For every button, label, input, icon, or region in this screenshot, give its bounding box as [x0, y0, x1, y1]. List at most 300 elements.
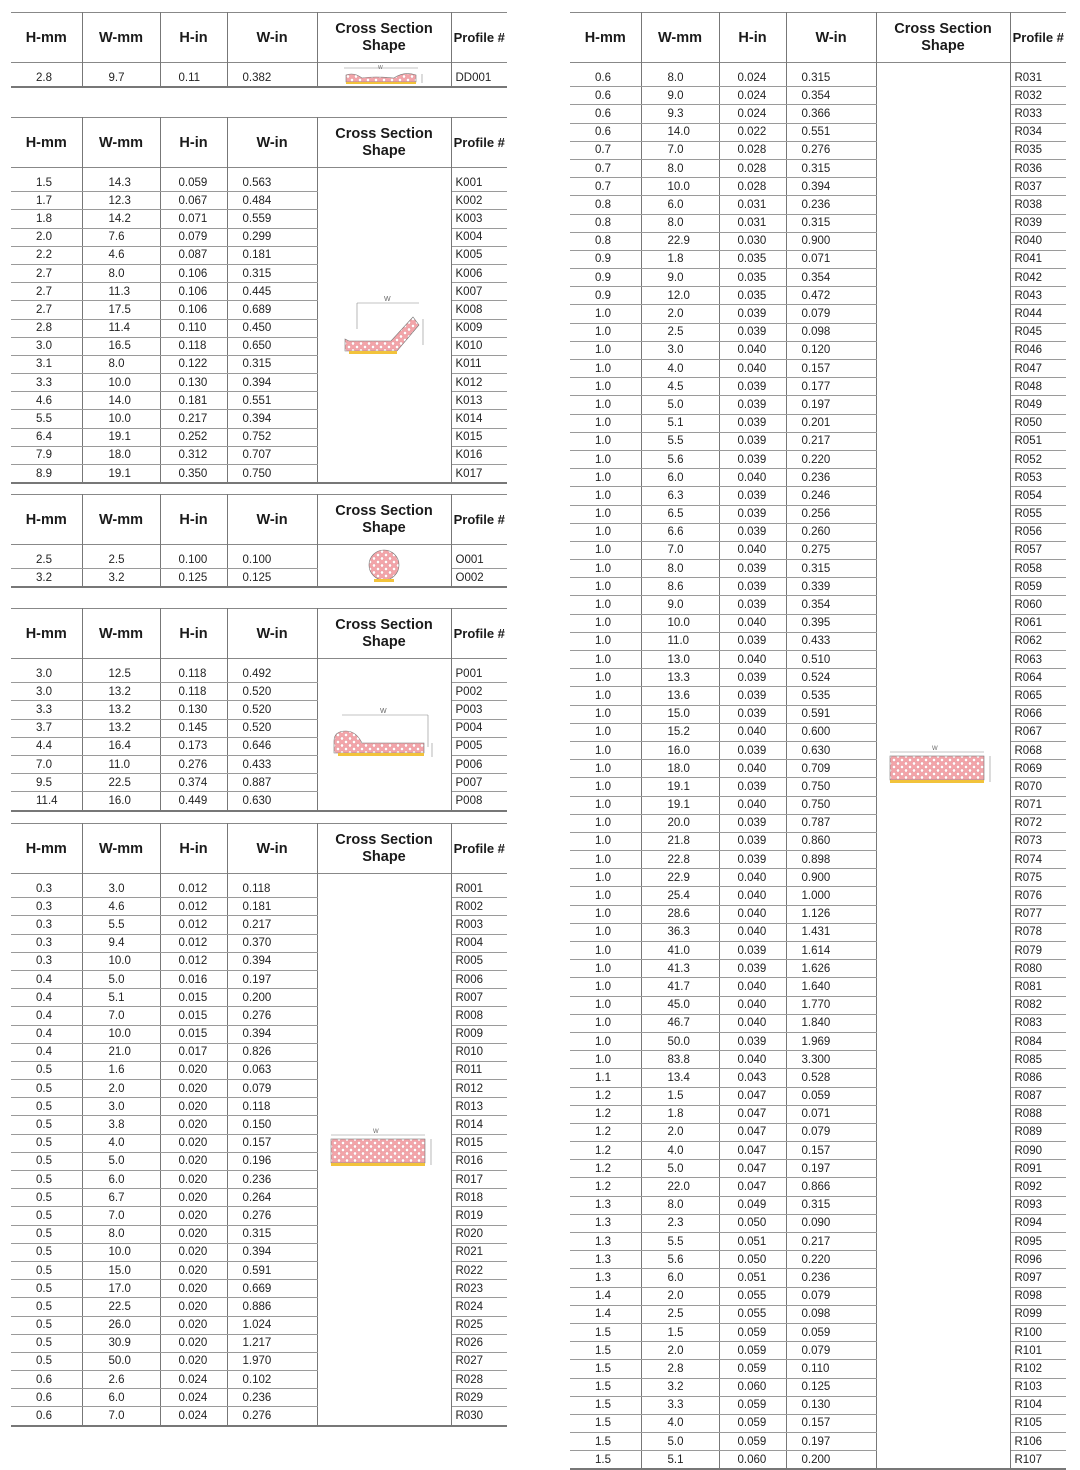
cell-h-in: 0.055 — [719, 1287, 786, 1305]
cell-w-mm: 2.0 — [82, 1080, 160, 1098]
cell-profile-number: R003 — [451, 916, 507, 934]
cell-w-in: 0.157 — [786, 360, 876, 378]
cell-w-mm: 6.3 — [641, 487, 719, 505]
cell-w-mm: 22.5 — [82, 774, 160, 792]
cell-h-in: 0.012 — [160, 898, 227, 916]
cell-w-in: 0.394 — [227, 952, 317, 970]
cell-profile-number: R052 — [1010, 450, 1066, 468]
header-shape-line1: Cross Section — [335, 831, 433, 848]
cell-w-in: 0.276 — [227, 1407, 317, 1426]
cell-w-mm: 45.0 — [641, 996, 719, 1014]
cell-profile-number: P005 — [451, 737, 507, 755]
cell-h-mm: 0.3 — [11, 880, 82, 898]
cell-w-in: 0.276 — [227, 1207, 317, 1225]
header-profile-number: Profile # — [453, 626, 505, 641]
cell-w-in: 0.130 — [786, 1396, 876, 1414]
cell-w-in: 0.394 — [227, 1025, 317, 1043]
cell-profile-number: R017 — [451, 1171, 507, 1189]
cell-w-mm: 41.7 — [641, 978, 719, 996]
cell-profile-number: R087 — [1010, 1087, 1066, 1105]
cell-h-mm: 0.5 — [11, 1098, 82, 1116]
cell-w-in: 0.866 — [786, 1178, 876, 1196]
cell-profile-number: R078 — [1010, 923, 1066, 941]
cell-profile-number: R009 — [451, 1025, 507, 1043]
cell-h-in: 0.040 — [719, 541, 786, 559]
cell-w-mm: 7.0 — [82, 1007, 160, 1025]
cell-h-mm: 0.5 — [11, 1261, 82, 1279]
cell-h-in: 0.020 — [160, 1352, 227, 1370]
cell-profile-number: R021 — [451, 1243, 507, 1261]
cell-h-in: 0.040 — [719, 341, 786, 359]
shape-cell — [317, 63, 451, 88]
width-label: W — [373, 1129, 379, 1136]
cell-w-mm: 9.0 — [641, 87, 719, 105]
cell-profile-number: R103 — [1010, 1378, 1066, 1396]
cell-h-mm: 0.9 — [570, 269, 641, 287]
cell-w-mm: 2.0 — [641, 305, 719, 323]
header-cross-section-shape — [317, 13, 451, 63]
cell-h-in: 0.047 — [719, 1087, 786, 1105]
cell-w-in: 1.126 — [786, 905, 876, 923]
cell-h-in: 0.040 — [719, 869, 786, 887]
cell-w-in: 0.394 — [227, 374, 317, 392]
cell-h-in: 0.028 — [719, 141, 786, 159]
cell-profile-number: R037 — [1010, 178, 1066, 196]
table-header-row — [11, 609, 507, 659]
cell-w-mm: 9.4 — [82, 934, 160, 952]
cell-h-mm: 1.0 — [570, 523, 641, 541]
cell-h-mm: 1.0 — [570, 1051, 641, 1069]
cell-h-in: 0.060 — [719, 1451, 786, 1470]
cell-h-mm: 1.5 — [570, 1342, 641, 1360]
cell-w-mm: 6.0 — [82, 1389, 160, 1407]
cell-w-mm: 5.1 — [641, 414, 719, 432]
cell-h-mm: 1.5 — [570, 1396, 641, 1414]
cell-w-mm: 11.4 — [82, 319, 160, 337]
cell-w-mm: 7.0 — [641, 141, 719, 159]
cell-w-mm: 5.0 — [82, 970, 160, 988]
cell-profile-number: R007 — [451, 989, 507, 1007]
header-h-mm: H-mm — [11, 118, 82, 168]
header-cross-section-shape — [317, 118, 451, 168]
cell-w-in: 0.236 — [786, 196, 876, 214]
cell-h-mm: 0.4 — [11, 1043, 82, 1061]
cell-profile-number: R079 — [1010, 942, 1066, 960]
cell-h-mm: 8.9 — [11, 465, 82, 484]
cell-w-in: 0.125 — [786, 1378, 876, 1396]
cell-h-in: 0.020 — [160, 1061, 227, 1079]
cell-w-in: 0.236 — [786, 469, 876, 487]
cell-w-mm: 30.9 — [82, 1334, 160, 1352]
cell-h-in: 0.449 — [160, 792, 227, 811]
r-cross-section-icon — [884, 744, 1002, 788]
cell-w-mm: 21.8 — [641, 832, 719, 850]
header-shape-line2: Shape — [362, 519, 406, 536]
cell-w-in: 0.100 — [227, 551, 317, 569]
cell-profile-number: R061 — [1010, 614, 1066, 632]
cell-h-in: 0.016 — [160, 970, 227, 988]
cell-w-mm: 11.3 — [82, 283, 160, 301]
cell-profile-number: R067 — [1010, 723, 1066, 741]
cell-w-mm: 9.0 — [641, 596, 719, 614]
cell-h-mm: 1.0 — [570, 560, 641, 578]
cell-h-mm: 0.7 — [570, 159, 641, 177]
cell-h-mm: 3.3 — [11, 374, 82, 392]
cell-profile-number: R097 — [1010, 1269, 1066, 1287]
cell-w-in: 0.276 — [227, 1007, 317, 1025]
cell-h-in: 0.039 — [719, 832, 786, 850]
cell-w-in: 1.770 — [786, 996, 876, 1014]
cell-profile-number: R014 — [451, 1116, 507, 1134]
cell-w-in: 0.551 — [786, 123, 876, 141]
cell-w-mm: 14.3 — [82, 174, 160, 192]
cell-h-in: 0.039 — [719, 450, 786, 468]
cell-h-mm: 1.0 — [570, 1032, 641, 1050]
cell-w-mm: 83.8 — [641, 1051, 719, 1069]
cell-profile-number: R051 — [1010, 432, 1066, 450]
cell-profile-number: R011 — [451, 1061, 507, 1079]
cell-profile-number: P008 — [451, 792, 507, 811]
cell-h-mm: 0.5 — [11, 1080, 82, 1098]
cell-w-in: 0.669 — [227, 1280, 317, 1298]
cell-profile-number: R089 — [1010, 1123, 1066, 1141]
cell-h-in: 0.015 — [160, 989, 227, 1007]
cell-h-in: 0.059 — [719, 1433, 786, 1451]
cell-w-in: 0.275 — [786, 541, 876, 559]
profile-table-dd — [11, 12, 507, 88]
cell-profile-number: R013 — [451, 1098, 507, 1116]
cell-h-in: 0.110 — [160, 319, 227, 337]
cell-profile-number: R012 — [451, 1080, 507, 1098]
cell-w-mm: 11.0 — [641, 632, 719, 650]
cell-w-in: 0.315 — [786, 560, 876, 578]
dd-cross-section-icon — [334, 64, 434, 86]
cell-h-in: 0.012 — [160, 916, 227, 934]
cell-profile-number: R050 — [1010, 414, 1066, 432]
cell-h-mm: 1.0 — [570, 596, 641, 614]
cell-w-mm: 19.1 — [641, 796, 719, 814]
cell-h-mm: 0.6 — [11, 1407, 82, 1426]
cell-w-in: 0.315 — [786, 159, 876, 177]
cell-h-in: 0.017 — [160, 1043, 227, 1061]
cell-h-mm: 1.4 — [570, 1305, 641, 1323]
cell-h-mm: 3.2 — [11, 569, 82, 588]
cell-profile-number: R095 — [1010, 1233, 1066, 1251]
cell-w-in: 0.551 — [227, 392, 317, 410]
cell-h-mm: 2.5 — [11, 551, 82, 569]
cell-profile-number: K002 — [451, 192, 507, 210]
cell-profile-number: R062 — [1010, 632, 1066, 650]
cell-h-in: 0.130 — [160, 701, 227, 719]
cell-profile-number: R008 — [451, 1007, 507, 1025]
cell-profile-number: R104 — [1010, 1396, 1066, 1414]
cell-w-mm: 9.3 — [641, 105, 719, 123]
cell-w-in: 0.098 — [786, 323, 876, 341]
cell-h-in: 0.059 — [719, 1414, 786, 1432]
cell-w-mm: 3.0 — [641, 341, 719, 359]
cell-w-in: 0.354 — [786, 596, 876, 614]
cell-w-in: 0.315 — [786, 1196, 876, 1214]
cell-h-in: 0.040 — [719, 723, 786, 741]
cell-w-mm: 2.0 — [641, 1287, 719, 1305]
cell-h-mm: 1.0 — [570, 960, 641, 978]
cell-w-mm: 6.0 — [641, 469, 719, 487]
cell-profile-number: R047 — [1010, 360, 1066, 378]
cell-w-in: 0.098 — [786, 1305, 876, 1323]
cell-w-mm: 36.3 — [641, 923, 719, 941]
cell-w-in: 0.472 — [786, 287, 876, 305]
cell-h-in: 0.040 — [719, 651, 786, 669]
cell-profile-number: R084 — [1010, 1032, 1066, 1050]
cell-w-mm: 7.0 — [82, 1407, 160, 1426]
cell-w-in: 0.256 — [786, 505, 876, 523]
cell-h-mm: 0.4 — [11, 1025, 82, 1043]
header-h-mm: H-mm — [570, 13, 641, 63]
cell-profile-number: R101 — [1010, 1342, 1066, 1360]
cell-h-in: 0.040 — [719, 760, 786, 778]
cell-h-mm: 3.7 — [11, 719, 82, 737]
cell-h-in: 0.012 — [160, 880, 227, 898]
cell-h-in: 0.118 — [160, 337, 227, 355]
cell-w-in: 0.150 — [227, 1116, 317, 1134]
cell-h-in: 0.015 — [160, 1007, 227, 1025]
header-profile-number: Profile # — [453, 841, 505, 856]
cell-h-in: 0.039 — [719, 705, 786, 723]
cell-w-in: 0.394 — [227, 1243, 317, 1261]
cell-profile-number: R034 — [1010, 123, 1066, 141]
cell-h-in: 0.051 — [719, 1233, 786, 1251]
table-header-row — [11, 824, 507, 874]
header-h-mm: H-mm — [11, 609, 82, 659]
cell-h-in: 0.125 — [160, 569, 227, 588]
cell-h-in: 0.312 — [160, 446, 227, 464]
cell-h-mm: 1.0 — [570, 887, 641, 905]
cell-profile-number: P006 — [451, 755, 507, 773]
cell-profile-number: P007 — [451, 774, 507, 792]
cell-w-mm: 1.5 — [641, 1087, 719, 1105]
header-profile-number: Profile # — [1012, 30, 1064, 45]
cell-h-mm: 1.0 — [570, 796, 641, 814]
cell-w-in: 0.110 — [786, 1360, 876, 1378]
cell-w-mm: 18.0 — [82, 446, 160, 464]
cell-w-mm: 13.2 — [82, 683, 160, 701]
cell-profile-number: R010 — [451, 1043, 507, 1061]
shape-cell — [317, 659, 451, 811]
cell-h-in: 0.039 — [719, 960, 786, 978]
cell-profile-number: R068 — [1010, 741, 1066, 759]
cell-h-in: 0.012 — [160, 934, 227, 952]
cell-profile-number: R073 — [1010, 832, 1066, 850]
cell-w-mm: 22.0 — [641, 1178, 719, 1196]
header-w-mm: W-mm — [641, 13, 719, 63]
cell-w-in: 0.157 — [786, 1142, 876, 1160]
cell-w-in: 0.900 — [786, 232, 876, 250]
cell-h-mm: 3.0 — [11, 665, 82, 683]
cell-h-mm: 1.0 — [570, 832, 641, 850]
cell-h-mm: 1.0 — [570, 869, 641, 887]
cell-profile-number: R085 — [1010, 1051, 1066, 1069]
cell-h-mm: 1.0 — [570, 378, 641, 396]
r-cross-section-icon — [325, 1127, 443, 1171]
cell-w-mm: 50.0 — [82, 1352, 160, 1370]
cell-w-mm: 15.0 — [82, 1261, 160, 1279]
cell-w-in: 0.063 — [227, 1061, 317, 1079]
cell-w-mm: 13.3 — [641, 669, 719, 687]
cell-w-mm: 3.8 — [82, 1116, 160, 1134]
cell-h-mm: 6.4 — [11, 428, 82, 446]
cell-h-in: 0.039 — [719, 396, 786, 414]
cell-w-in: 0.689 — [227, 301, 317, 319]
header-w-mm: W-mm — [82, 13, 160, 63]
cell-profile-number: R024 — [451, 1298, 507, 1316]
cell-profile-number: R035 — [1010, 141, 1066, 159]
cell-w-mm: 19.1 — [82, 428, 160, 446]
header-w-in: W-in — [227, 609, 317, 659]
cell-w-in: 0.090 — [786, 1214, 876, 1232]
cell-profile-number: R020 — [451, 1225, 507, 1243]
cell-profile-number: R071 — [1010, 796, 1066, 814]
cell-h-in: 0.106 — [160, 301, 227, 319]
cell-w-mm: 1.5 — [641, 1323, 719, 1341]
cell-h-in: 0.020 — [160, 1134, 227, 1152]
cell-w-in: 0.707 — [227, 446, 317, 464]
cell-w-mm: 4.6 — [82, 246, 160, 264]
cell-h-in: 0.039 — [719, 741, 786, 759]
cell-profile-number: R064 — [1010, 669, 1066, 687]
header-h-in: H-in — [160, 609, 227, 659]
cell-w-in: 1.431 — [786, 923, 876, 941]
cell-w-in: 0.197 — [786, 396, 876, 414]
cell-profile-number: K003 — [451, 210, 507, 228]
cell-profile-number: R045 — [1010, 323, 1066, 341]
header-cross-section-shape — [317, 495, 451, 545]
cell-h-mm: 1.0 — [570, 341, 641, 359]
cell-w-mm: 17.0 — [82, 1280, 160, 1298]
cell-w-in: 0.528 — [786, 1069, 876, 1087]
cell-h-in: 0.035 — [719, 269, 786, 287]
cell-w-mm: 5.6 — [641, 450, 719, 468]
cell-h-mm: 0.4 — [11, 989, 82, 1007]
cell-profile-number: R044 — [1010, 305, 1066, 323]
cell-w-mm: 19.1 — [641, 778, 719, 796]
cell-h-mm: 1.0 — [570, 996, 641, 1014]
cell-h-in: 0.043 — [719, 1069, 786, 1087]
cell-h-in: 0.059 — [160, 174, 227, 192]
cell-h-in: 0.024 — [160, 1371, 227, 1389]
header-h-in: H-in — [719, 13, 786, 63]
cell-h-in: 0.015 — [160, 1025, 227, 1043]
k-cross-section-icon — [339, 289, 429, 361]
cell-profile-number: R059 — [1010, 578, 1066, 596]
cell-h-in: 0.024 — [160, 1407, 227, 1426]
p-cross-section-icon — [328, 705, 440, 763]
cell-h-in: 0.040 — [719, 469, 786, 487]
cell-h-in: 0.039 — [719, 432, 786, 450]
cell-h-in: 0.118 — [160, 683, 227, 701]
cell-w-mm: 5.0 — [82, 1152, 160, 1170]
cell-h-in: 0.040 — [719, 614, 786, 632]
cell-h-mm: 1.0 — [570, 978, 641, 996]
cell-h-in: 0.050 — [719, 1251, 786, 1269]
cell-h-mm: 3.0 — [11, 337, 82, 355]
cell-w-in: 0.520 — [227, 683, 317, 701]
cell-profile-number: R018 — [451, 1189, 507, 1207]
cell-w-mm: 2.3 — [641, 1214, 719, 1232]
cell-h-in: 0.039 — [719, 578, 786, 596]
cell-h-in: 0.106 — [160, 264, 227, 282]
cell-h-mm: 1.4 — [570, 1287, 641, 1305]
cell-w-mm: 13.2 — [82, 701, 160, 719]
cell-w-mm: 2.5 — [641, 1305, 719, 1323]
cell-w-mm: 7.6 — [82, 228, 160, 246]
cell-h-mm: 0.7 — [570, 141, 641, 159]
cell-profile-number: R072 — [1010, 814, 1066, 832]
cell-profile-number: R001 — [451, 880, 507, 898]
cell-w-mm: 4.0 — [641, 360, 719, 378]
width-label: W — [384, 296, 391, 304]
cell-h-in: 0.130 — [160, 374, 227, 392]
cell-profile-number: R058 — [1010, 560, 1066, 578]
cell-w-mm: 16.0 — [82, 792, 160, 811]
header-h-in: H-in — [160, 495, 227, 545]
cell-w-mm: 22.8 — [641, 851, 719, 869]
cell-profile-number: K017 — [451, 465, 507, 484]
cell-h-mm: 3.1 — [11, 355, 82, 373]
cell-h-mm: 0.8 — [570, 196, 641, 214]
cell-w-in: 0.217 — [786, 1233, 876, 1251]
cell-h-mm: 0.5 — [11, 1189, 82, 1207]
header-cross-section-shape — [317, 609, 451, 659]
cell-h-in: 0.087 — [160, 246, 227, 264]
cell-h-mm: 0.7 — [570, 178, 641, 196]
cell-h-mm: 1.8 — [11, 210, 82, 228]
header-profile-number: Profile # — [453, 135, 505, 150]
cell-w-in: 0.197 — [786, 1160, 876, 1178]
cell-w-in: 0.079 — [786, 305, 876, 323]
cell-w-mm: 5.6 — [641, 1251, 719, 1269]
cell-h-in: 0.040 — [719, 996, 786, 1014]
cell-w-in: 3.300 — [786, 1051, 876, 1069]
cell-h-mm: 0.9 — [570, 250, 641, 268]
cell-h-mm: 0.5 — [11, 1152, 82, 1170]
cell-h-in: 0.059 — [719, 1360, 786, 1378]
cell-h-in: 0.020 — [160, 1261, 227, 1279]
cell-profile-number: K014 — [451, 410, 507, 428]
cell-w-mm: 13.6 — [641, 687, 719, 705]
cell-w-in: 0.750 — [227, 465, 317, 484]
cell-h-in: 0.374 — [160, 774, 227, 792]
cell-w-in: 0.102 — [227, 1371, 317, 1389]
header-h-in: H-in — [160, 118, 227, 168]
cell-w-mm: 41.0 — [641, 942, 719, 960]
cell-w-in: 0.900 — [786, 869, 876, 887]
cell-w-mm: 8.0 — [82, 1225, 160, 1243]
cell-h-in: 0.049 — [719, 1196, 786, 1214]
cell-h-mm: 1.0 — [570, 541, 641, 559]
cell-w-in: 1.640 — [786, 978, 876, 996]
cell-h-in: 0.031 — [719, 214, 786, 232]
cell-h-in: 0.039 — [719, 942, 786, 960]
cell-w-in: 0.887 — [227, 774, 317, 792]
cell-h-mm: 0.5 — [11, 1352, 82, 1370]
cell-w-in: 0.450 — [227, 319, 317, 337]
cell-h-mm: 4.4 — [11, 737, 82, 755]
cell-h-in: 0.11 — [160, 69, 227, 87]
cell-h-in: 0.050 — [719, 1214, 786, 1232]
cell-w-in: 0.315 — [227, 355, 317, 373]
cell-w-mm: 2.0 — [641, 1123, 719, 1141]
cell-w-in: 0.395 — [786, 614, 876, 632]
